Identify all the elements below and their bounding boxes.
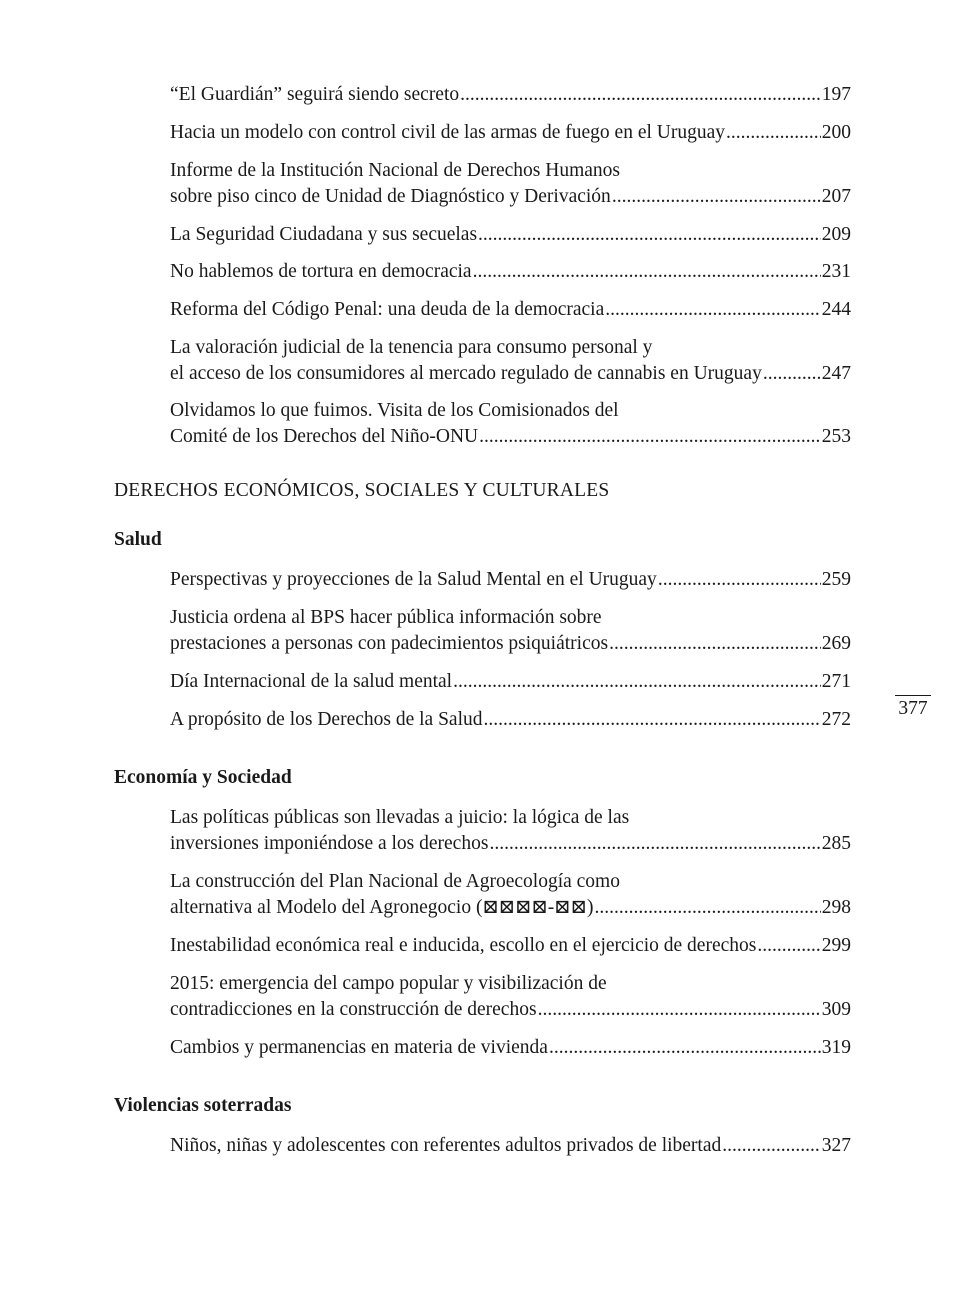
toc-entry-title: La valoración judicial de la tenencia para consumo personal y: [170, 337, 653, 358]
toc-entry-title-cont: alternativa al Modelo del Agronegocio (⊠⊠⊠⊠-⊠⊠): [170, 897, 594, 918]
toc-entry-title: A propósito de los Derechos de la Salud: [170, 709, 483, 730]
subsection-heading-salud: Salud: [114, 529, 162, 550]
toc-entry: [170, 82, 851, 108]
toc-entry: [170, 297, 851, 323]
dot-leader: [594, 895, 820, 921]
dot-leader: [538, 997, 821, 1023]
dot-leader: [489, 831, 820, 857]
dot-leader: [605, 297, 820, 323]
toc-entry-title: Niños, niñas y adolescentes con referentes adultos privados de libertad: [170, 1135, 722, 1156]
toc-entry: [170, 971, 851, 1023]
toc-page-number: 298: [821, 897, 851, 918]
section-heading: DERECHOS ECONÓMICOS, SOCIALES Y CULTURALES: [114, 480, 610, 501]
toc-entry-title: Inestabilidad económica real e inducida, escollo en el ejercicio de derechos: [170, 935, 757, 956]
toc-entry: [170, 398, 851, 450]
toc-page-number: 327: [821, 1135, 851, 1156]
toc-page-number: 259: [821, 569, 851, 590]
toc-entry-title: Reforma del Código Penal: una deuda de la democracia: [170, 299, 605, 320]
toc-page-number: 285: [821, 833, 851, 854]
dot-leader: [658, 567, 821, 593]
page-number: 377: [895, 695, 931, 720]
dot-leader: [473, 259, 821, 285]
toc-entry-title-cont: prestaciones a personas con padecimientos psiquiátricos: [170, 633, 609, 654]
dot-leader: [484, 707, 821, 733]
toc-entry-title-cont: Comité de los Derechos del Niño-ONU: [170, 426, 479, 447]
toc-entry-title-cont: el acceso de los consumidores al mercado regulado de cannabis en Uruguay: [170, 363, 762, 384]
toc-entry-title-cont: inversiones imponiéndose a los derechos: [170, 833, 489, 854]
toc-entry: [170, 567, 851, 593]
toc-page-number: 244: [821, 299, 851, 320]
toc-entry-title: Olvidamos lo que fuimos. Visita de los Comisionados del: [170, 400, 619, 421]
toc-page-number: 309: [821, 999, 851, 1020]
subsection-heading-violencias: Violencias soterradas: [114, 1095, 292, 1116]
toc-entry: [170, 158, 851, 210]
toc-page-number: 271: [821, 671, 851, 692]
dot-leader: [757, 933, 820, 959]
toc-entry: [170, 222, 851, 248]
toc-page-number: 269: [821, 633, 851, 654]
toc-entry-title: La construcción del Plan Nacional de Agroecología como: [170, 871, 620, 892]
subsection-heading-economia: Economía y Sociedad: [114, 767, 292, 788]
toc-entry-title: Perspectivas y proyecciones de la Salud Mental en el Uruguay: [170, 569, 657, 590]
toc-page-number: 231: [821, 261, 851, 282]
toc-entry: [170, 869, 851, 921]
toc-entry: [170, 335, 851, 387]
dot-leader: [479, 424, 821, 450]
toc-entry: [170, 669, 851, 695]
toc-page-number: 200: [821, 122, 851, 143]
dot-leader: [453, 669, 821, 695]
dot-leader: [722, 1133, 821, 1159]
dot-leader: [478, 222, 821, 248]
toc-entry-title: Las políticas públicas son llevadas a juicio: la lógica de las: [170, 807, 630, 828]
toc-page-number: 197: [821, 84, 851, 105]
toc-entry: [170, 259, 851, 285]
toc-page-number: 272: [821, 709, 851, 730]
toc-entry-title-cont: sobre piso cinco de Unidad de Diagnóstico y Derivación: [170, 186, 611, 207]
toc-entry: [170, 1133, 851, 1159]
toc-entry-title: Cambios y permanencias en materia de vivienda: [170, 1037, 548, 1058]
toc-entry-title: “El Guardián” seguirá siendo secreto: [170, 84, 460, 105]
toc-page-number: 207: [821, 186, 851, 207]
toc-page-number: 253: [821, 426, 851, 447]
toc-entry: [170, 605, 851, 657]
toc-entry-title-cont: contradicciones en la construcción de derechos: [170, 999, 537, 1020]
toc-entry: [170, 1035, 851, 1061]
toc-entry: [170, 120, 851, 146]
toc-entry: [170, 933, 851, 959]
toc-entry-title: 2015: emergencia del campo popular y visibilización de: [170, 973, 607, 994]
dot-leader: [763, 361, 821, 387]
toc-page-number: 299: [821, 935, 851, 956]
toc-page-number: 209: [821, 224, 851, 245]
dot-leader: [460, 82, 821, 108]
dot-leader: [612, 184, 821, 210]
toc-page-number: 319: [821, 1037, 851, 1058]
toc-entry-title: Día Internacional de la salud mental: [170, 671, 453, 692]
toc-entry-title: Justicia ordena al BPS hacer pública información sobre: [170, 607, 602, 628]
toc-entry: [170, 805, 851, 857]
dot-leader: [549, 1035, 821, 1061]
dot-leader: [609, 631, 821, 657]
toc-entry-title: Hacia un modelo con control civil de las armas de fuego en el Uruguay: [170, 122, 726, 143]
dot-leader: [726, 120, 821, 146]
toc-entry-title: No hablemos de tortura en democracia: [170, 261, 472, 282]
toc-entry: [170, 707, 851, 733]
toc-entry-title: Informe de la Institución Nacional de Derechos Humanos: [170, 160, 620, 181]
toc-page-number: 247: [821, 363, 851, 384]
toc-entry-title: La Seguridad Ciudadana y sus secuelas: [170, 224, 478, 245]
